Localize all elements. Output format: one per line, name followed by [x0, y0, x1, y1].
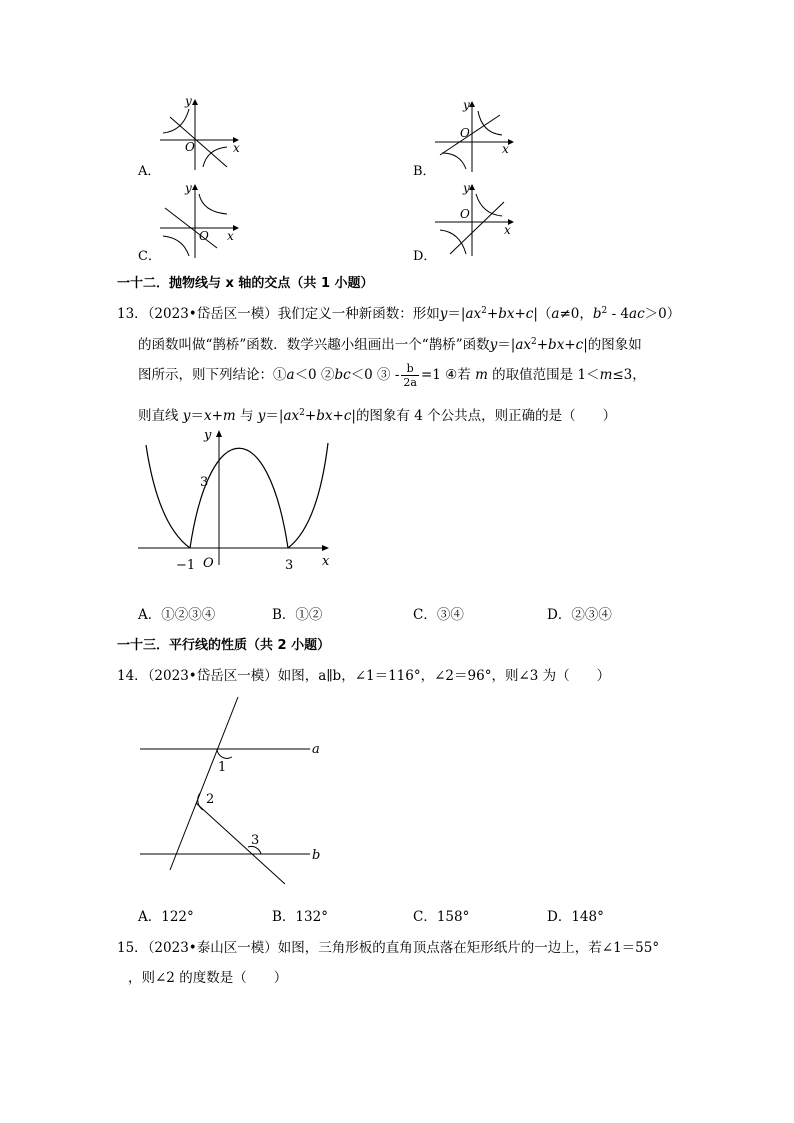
angle-2-label: 2 [206, 792, 215, 807]
origin-label: O [185, 140, 195, 154]
q13-option-c[interactable]: C．③④ [413, 607, 464, 623]
graph-y3: 3 [200, 475, 209, 490]
angle-3-label: 3 [251, 833, 260, 848]
svg-text:x: x [227, 229, 234, 243]
q13-number: 13． [117, 306, 148, 322]
svg-text:y: y [463, 181, 470, 195]
svg-text:x: x [502, 142, 509, 156]
q14-line-1: 14．（2023•岱岳区一模）如图，a∥b，∠1＝116°，∠2＝96°，则∠3 为（ ） [117, 668, 611, 684]
y-axis-label: y [185, 95, 192, 108]
q13-graph [130, 425, 340, 575]
x-axis-label: x [233, 141, 240, 155]
q14-figure [130, 692, 330, 892]
q15-source: （2023•泰山区一模） [147, 940, 278, 956]
q14-number: 14． [117, 668, 148, 684]
line-b-label: b [312, 848, 321, 863]
section-13-title: 一十三．平行线的性质（共 2 小题） [117, 638, 331, 653]
angle-1-label: 1 [218, 760, 227, 775]
option-a-graph [155, 95, 245, 175]
svg-text:x: x [504, 223, 511, 237]
option-b-graph [430, 97, 520, 177]
q15-number: 15． [117, 940, 148, 956]
graph-y-label: y [204, 428, 212, 443]
q14-option-d[interactable]: D．148° [547, 909, 604, 925]
option-b-label: B． [413, 164, 436, 179]
q13-option-d[interactable]: D．②③④ [547, 607, 612, 623]
q14-option-b[interactable]: B．132° [272, 909, 328, 925]
option-c-graph [155, 180, 245, 260]
option-c-label: C． [138, 249, 161, 264]
svg-text:O: O [199, 229, 209, 243]
graph-origin: O [203, 556, 214, 571]
option-a-label: A． [138, 164, 161, 179]
svg-text:O: O [460, 126, 470, 140]
q13-option-a[interactable]: A．①②③④ [138, 607, 216, 623]
svg-text:y: y [185, 181, 192, 195]
option-d-graph [430, 180, 520, 260]
option-d-label: D． [413, 249, 437, 264]
q14-option-a[interactable]: A．122° [138, 909, 194, 925]
q13-line-2: 的函数叫做“鹊桥”函数．数学兴趣小组画出一个“鹊桥”函数$y=|ax^2+bx+c|$的图象如 [138, 337, 642, 353]
q13-source: （2023•岱岳区一模） [147, 306, 278, 322]
q14-option-c[interactable]: C．158° [413, 909, 470, 925]
q13-option-b[interactable]: B．①② [272, 607, 323, 623]
graph-neg1: −1 [176, 558, 196, 573]
svg-text:y: y [463, 98, 470, 112]
graph-x3: 3 [285, 558, 294, 573]
svg-text:O: O [460, 207, 470, 221]
q13-line-4: 则直线 y＝x+m 与 $y=|ax^2+bx+c|$的图象有 4 个公共点，则正确的是（ ） [138, 408, 617, 424]
q15-line-2: ，则∠2 的度数是（ ） [128, 970, 288, 986]
q14-source: （2023•岱岳区一模） [147, 668, 278, 684]
q13-fraction: $\frac{b}{2a}$ [403, 362, 417, 389]
graph-x-label: x [322, 554, 330, 569]
section-12-title: 一十二．抛物线与 x 轴的交点（共 1 小题） [117, 276, 374, 291]
q13-line-3: 图所示，则下列结论：①a＜0 ②bc＜0 ③ - $\frac{b}{2a}$ =1 ④若 m 的取值范围是 1＜m≤3， [138, 362, 646, 389]
line-a-label: a [312, 742, 320, 757]
q13-line-1: 13．（2023•岱岳区一模）我们定义一种新函数：形如$y=|ax^2+bx+c|(a\ne 0$，$b^2 - 4ac>0$） [117, 306, 681, 322]
q15-line-1: 15．（2023•泰山区一模）如图，三角形板的直角顶点落在矩形纸片的一边上，若∠1＝55° [117, 940, 660, 956]
